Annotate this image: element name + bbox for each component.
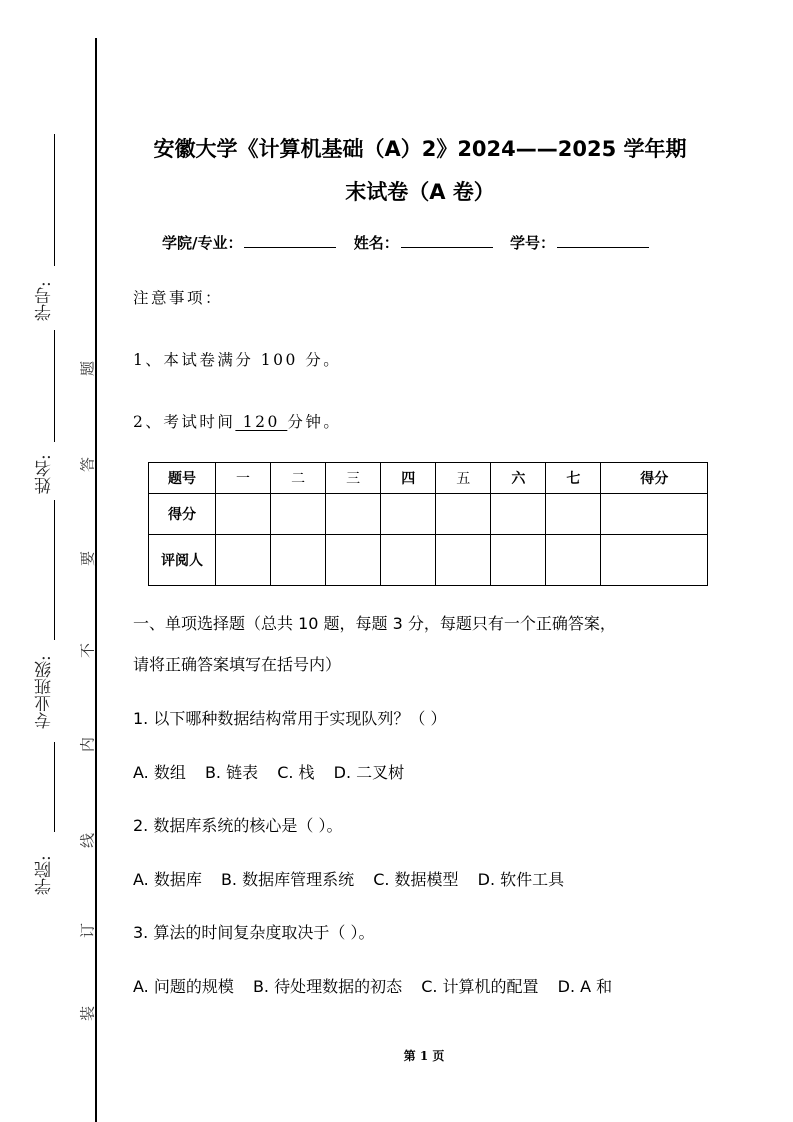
name-label: 姓名： — [353, 234, 399, 252]
college-major-label: 学院/专业： — [162, 234, 243, 252]
student-info-row — [162, 232, 661, 253]
student-id-label: 学号: — [35, 281, 55, 321]
grader-cell[interactable] — [381, 535, 436, 586]
table-header-cell: 一 — [216, 463, 271, 494]
note-item-2-prefix: 2、考试时间 — [133, 413, 236, 431]
grader-cell[interactable] — [491, 535, 546, 586]
option-a: A. 数据库 — [133, 870, 202, 889]
notes-heading: 注意事项： — [133, 289, 224, 307]
score-cell[interactable] — [601, 494, 708, 535]
grader-cell[interactable] — [216, 535, 271, 586]
option-a: A. 数组 — [133, 763, 186, 782]
score-cell[interactable] — [546, 494, 601, 535]
score-cell[interactable] — [436, 494, 491, 535]
option-b: B. 待处理数据的初态 — [252, 977, 403, 996]
grader-cell[interactable] — [601, 535, 708, 586]
option-c: C. 栈 — [277, 763, 315, 782]
class-label: 专业班级: — [35, 655, 55, 729]
score-cell[interactable] — [216, 494, 271, 535]
page-number: 第 1 页 — [403, 1049, 445, 1063]
table-header-cell: 六 — [491, 463, 546, 494]
score-cell[interactable] — [271, 494, 326, 535]
student-id-blank[interactable] — [557, 233, 649, 248]
row-label: 评阅人 — [149, 535, 216, 586]
name-label: 姓名: — [35, 454, 55, 494]
name-fill-line — [54, 330, 55, 442]
question-3-options — [133, 974, 626, 997]
note-item-1: 1、本试卷满分 100 分。 — [133, 351, 342, 369]
option-c: C. 计算机的配置 — [421, 977, 539, 996]
grader-cell[interactable] — [326, 535, 381, 586]
option-b: B. 数据库管理系统 — [220, 870, 355, 889]
student-id-fill-line — [54, 134, 55, 266]
binding-line — [95, 38, 97, 1122]
score-cell[interactable] — [381, 494, 436, 535]
grader-cell[interactable] — [546, 535, 601, 586]
option-d: D. 软件工具 — [477, 870, 565, 889]
option-b: B. 链表 — [204, 763, 259, 782]
grader-cell[interactable] — [271, 535, 326, 586]
table-row — [149, 494, 708, 535]
table-header-cell: 四 — [381, 463, 436, 494]
option-a: A. 问题的规模 — [133, 977, 234, 996]
section1-heading-line1: 一、单项选择题（总共 10 题，每题 3 分，每题只有一个正确答案， — [133, 614, 616, 633]
table-header-cell: 题号 — [149, 463, 216, 494]
table-row — [149, 535, 708, 586]
exam-title-line2: 末试卷（A 卷） — [345, 180, 495, 204]
college-label: 学院: — [35, 855, 55, 895]
option-c: C. 数据模型 — [373, 870, 459, 889]
question-1-options — [133, 760, 418, 783]
student-id-label: 学号： — [509, 234, 555, 252]
grader-cell[interactable] — [436, 535, 491, 586]
question-3-stem: 3. 算法的时间复杂度取决于（ ）。 — [133, 923, 375, 942]
note-item-2-suffix: 分钟。 — [287, 413, 342, 431]
note-item-2 — [133, 410, 341, 432]
college-major-blank[interactable] — [244, 233, 336, 248]
table-header-cell: 七 — [546, 463, 601, 494]
table-header-cell: 五 — [436, 463, 491, 494]
name-blank[interactable] — [401, 233, 493, 248]
margin-warning-char: 不 — [78, 643, 97, 659]
table-header-cell: 得分 — [601, 463, 708, 494]
option-d: D. A 和 — [557, 977, 613, 996]
margin-warning-char: 答 — [78, 457, 97, 473]
college-fill-line — [54, 742, 55, 832]
option-d: D. 二叉树 — [333, 763, 405, 782]
score-cell[interactable] — [491, 494, 546, 535]
section1-heading-line2: 请将正确答案填写在括号内） — [133, 655, 342, 674]
row-label: 得分 — [149, 494, 216, 535]
table-header-cell: 三 — [326, 463, 381, 494]
class-fill-line — [54, 500, 55, 640]
margin-warning-char: 订 — [78, 923, 97, 939]
margin-warning-char: 线 — [78, 833, 97, 849]
question-2-stem: 2. 数据库系统的核心是（ ）。 — [133, 816, 343, 835]
exam-title-line1: 安徽大学《计算机基础（A）2》2024——2025 学年期 — [153, 137, 687, 161]
question-2-options — [133, 867, 578, 890]
exam-duration-value: 120 — [235, 413, 288, 431]
table-header-cell: 二 — [271, 463, 326, 494]
score-cell[interactable] — [326, 494, 381, 535]
score-table — [148, 462, 708, 586]
margin-warning-char: 内 — [78, 737, 97, 753]
margin-warning-char: 题 — [78, 361, 97, 377]
margin-warning-char: 要 — [78, 551, 97, 567]
question-1-stem: 1. 以下哪种数据结构常用于实现队列？（ ） — [133, 709, 447, 728]
margin-warning-char: 装 — [78, 1006, 97, 1022]
score-table-header-row — [149, 463, 708, 494]
